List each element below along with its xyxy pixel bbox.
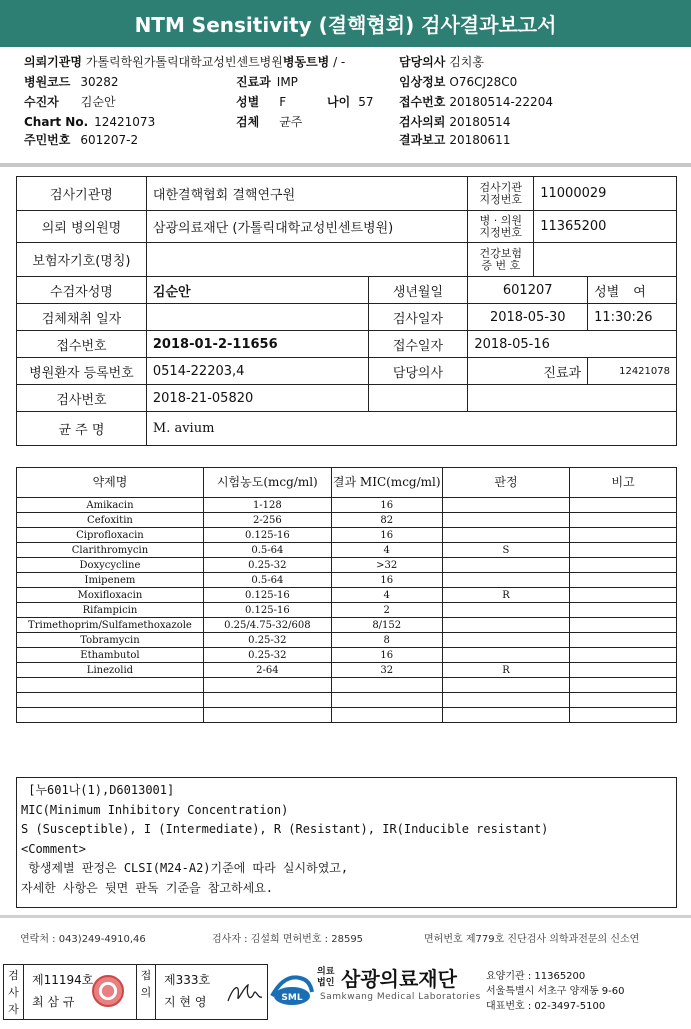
inst-label: 의뢰기관명 bbox=[24, 55, 82, 69]
comment-line: [누601나(1),D6013001] bbox=[21, 783, 175, 797]
comment-line: 자세한 사항은 뒷면 판독 기준을 참고하세요. bbox=[21, 880, 274, 895]
drug-cell bbox=[570, 513, 677, 528]
hosp-value: 삼광의료재단 (가톨릭대학교성빈센트병원) bbox=[146, 211, 467, 243]
drug-cell bbox=[203, 708, 331, 723]
clinical-label: 임상정보 bbox=[399, 75, 446, 89]
request-value: 20180514 bbox=[449, 115, 511, 129]
drug-row bbox=[17, 528, 677, 543]
drug-cell: 0.25-32 bbox=[203, 558, 331, 573]
doc-value-cell bbox=[468, 358, 588, 385]
drug-cell bbox=[442, 693, 570, 708]
drug-cell bbox=[570, 603, 677, 618]
drug-row bbox=[17, 513, 677, 528]
drug-row bbox=[17, 558, 677, 573]
drug-cell: 0.125-16 bbox=[203, 603, 331, 618]
contact-row bbox=[20, 930, 680, 945]
signature-icon bbox=[224, 977, 264, 1009]
drug-cell bbox=[17, 693, 204, 708]
hosp-label: 의뢰 병의원명 bbox=[17, 211, 147, 243]
gender-cell bbox=[588, 277, 677, 304]
test-no-value: 2018-21-05820 bbox=[146, 385, 368, 412]
hosp-code-value: 11365200 bbox=[534, 211, 677, 243]
drug-cell: 32 bbox=[331, 663, 442, 678]
drug-cell bbox=[570, 633, 677, 648]
drug-cell bbox=[442, 648, 570, 663]
code-row bbox=[24, 74, 119, 90]
drug-cell: Imipenem bbox=[17, 573, 204, 588]
gender-label: 성별 bbox=[594, 284, 620, 300]
patient-label: 수진자 bbox=[24, 95, 59, 109]
comment-line: <Comment> bbox=[21, 841, 87, 856]
doc-label: 담당의사 bbox=[368, 358, 468, 385]
test-no-label: 검사번호 bbox=[17, 385, 147, 412]
drug-cell: 4 bbox=[331, 543, 442, 558]
insurance-label: 건강보험 증 번 호 bbox=[468, 243, 534, 277]
sig1-no: 제11194호 bbox=[32, 973, 94, 987]
drug-row bbox=[17, 588, 677, 603]
report-label: 결과보고 bbox=[399, 133, 446, 147]
drug-cell: Ciprofloxacin bbox=[17, 528, 204, 543]
drug-cell bbox=[570, 588, 677, 603]
drug-table bbox=[16, 467, 677, 723]
sig1-name: 최 삼 규 bbox=[32, 995, 75, 1009]
drug-cell: Trimethoprim/Sulfamethoxazole bbox=[17, 618, 204, 633]
lab-label: 검사기관명 bbox=[17, 177, 147, 211]
drug-cell: 0.25-32 bbox=[203, 633, 331, 648]
drug-header-cell: 결과 MIC(mcg/ml) bbox=[331, 468, 442, 498]
dept-value: IMP bbox=[276, 75, 298, 89]
sex-value: F bbox=[279, 95, 287, 109]
receipt-no-value: 2018-01-2-11656 bbox=[146, 331, 368, 358]
ward-value: / - bbox=[333, 55, 346, 69]
strain-value: M. avium bbox=[146, 412, 676, 446]
patient-row bbox=[24, 94, 116, 110]
sig2-name: 지 현 영 bbox=[164, 995, 207, 1009]
drug-cell bbox=[570, 573, 677, 588]
drug-header-cell: 판정 bbox=[442, 468, 570, 498]
report-row bbox=[399, 132, 510, 148]
drug-cell: 8/152 bbox=[331, 618, 442, 633]
drug-cell bbox=[570, 528, 677, 543]
drug-cell: 16 bbox=[331, 573, 442, 588]
age-label: 나이 bbox=[327, 95, 351, 109]
dept-value: 12421078 bbox=[588, 358, 677, 385]
drug-cell bbox=[331, 708, 442, 723]
name-label: 수검자성명 bbox=[17, 277, 147, 304]
lab-code-value: 11000029 bbox=[534, 177, 677, 211]
gender-value: 여 bbox=[633, 284, 646, 300]
drug-header-cell: 비고 bbox=[570, 468, 677, 498]
drug-cell bbox=[570, 663, 677, 678]
receipt-row bbox=[399, 94, 553, 110]
license-text: 면허번호 제779호 진단검사 의학과전문의 신소연 bbox=[424, 934, 640, 945]
drug-cell bbox=[442, 633, 570, 648]
drug-cell bbox=[442, 528, 570, 543]
ward-label: 병동트병 bbox=[282, 55, 330, 69]
resident-row bbox=[24, 132, 138, 148]
chart-value: 12421073 bbox=[94, 115, 156, 129]
drug-row bbox=[17, 648, 677, 663]
clinical-value: O76CJ28C0 bbox=[449, 75, 518, 89]
comment-box bbox=[16, 777, 677, 908]
seal-stamp-icon bbox=[92, 975, 124, 1007]
receipt-no-label: 접수번호 bbox=[17, 331, 147, 358]
specimen-row bbox=[236, 114, 302, 130]
drug-header-cell: 약제명 bbox=[17, 468, 204, 498]
resident-value: 601207-2 bbox=[80, 133, 139, 147]
inst-row bbox=[24, 54, 345, 70]
drug-cell bbox=[203, 678, 331, 693]
chart-label: Chart No. bbox=[24, 115, 89, 129]
drug-header-cell: 시험농도(mcg/ml) bbox=[203, 468, 331, 498]
drug-row bbox=[17, 678, 677, 693]
patient-value: 김순안 bbox=[80, 95, 116, 109]
drug-cell bbox=[442, 513, 570, 528]
resident-label: 주민번호 bbox=[24, 133, 71, 147]
specimen-value: 균주 bbox=[279, 115, 303, 129]
comment-line: MIC(Minimum Inhibitory Concentration) bbox=[21, 802, 289, 817]
drug-cell bbox=[331, 678, 442, 693]
drug-cell bbox=[442, 603, 570, 618]
empty-cell bbox=[468, 385, 677, 412]
drug-cell: Linezolid bbox=[17, 663, 204, 678]
reg-label: 병원환자 등록번호 bbox=[17, 358, 147, 385]
tester-text: 검사자 : 김설희 면허번호 : 28595 bbox=[212, 934, 364, 945]
birth-value: 601207 bbox=[468, 277, 588, 304]
test-date-label: 검사일자 bbox=[368, 304, 468, 331]
drug-cell: 8 bbox=[331, 633, 442, 648]
drug-cell: 16 bbox=[331, 528, 442, 543]
specimen-label: 검체 bbox=[236, 115, 260, 129]
info-table bbox=[16, 176, 677, 446]
drug-cell bbox=[570, 648, 677, 663]
dept-label: 진료과 bbox=[543, 365, 582, 381]
collect-value bbox=[146, 304, 368, 331]
test-time-value: 11:30:26 bbox=[588, 304, 677, 331]
insurance-value bbox=[534, 243, 677, 277]
drug-cell bbox=[17, 678, 204, 693]
drug-cell: 82 bbox=[331, 513, 442, 528]
drug-row bbox=[17, 663, 677, 678]
drug-cell: 1-128 bbox=[203, 498, 331, 513]
dept-label: 진료과 bbox=[236, 75, 271, 89]
org-prefix: 의료 법인 bbox=[317, 967, 335, 988]
drug-cell: Clarithromycin bbox=[17, 543, 204, 558]
lab-code-label: 검사기관 지정번호 bbox=[468, 177, 534, 211]
org-addr: 서울특별시 서초구 양재동 9-60 bbox=[486, 986, 625, 997]
code-value: 30282 bbox=[80, 75, 119, 89]
drug-cell: Cefoxitin bbox=[17, 513, 204, 528]
drug-cell bbox=[331, 693, 442, 708]
reg-value: 0514-22203,4 bbox=[146, 358, 368, 385]
drug-cell: 0.125-16 bbox=[203, 588, 331, 603]
sex-row bbox=[236, 94, 286, 110]
drug-cell bbox=[442, 618, 570, 633]
drug-cell: Moxifloxacin bbox=[17, 588, 204, 603]
report-value: 20180611 bbox=[449, 133, 511, 147]
org-en: Samkwang Medical Laboratories bbox=[320, 992, 481, 1002]
hosp-code-label: 병 · 의원 지정번호 bbox=[468, 211, 534, 243]
drug-row bbox=[17, 543, 677, 558]
receipt-date-value: 2018-05-16 bbox=[468, 331, 677, 358]
drug-cell: Rifampicin bbox=[17, 603, 204, 618]
svg-text:SML: SML bbox=[281, 993, 303, 1003]
drug-cell bbox=[570, 678, 677, 693]
empty-cell bbox=[368, 385, 468, 412]
drug-cell: >32 bbox=[331, 558, 442, 573]
doctor-row bbox=[399, 54, 484, 70]
drug-cell bbox=[442, 708, 570, 723]
insurer-value bbox=[146, 243, 467, 277]
age-row bbox=[327, 94, 373, 110]
drug-row bbox=[17, 708, 677, 723]
drug-row bbox=[17, 603, 677, 618]
drug-header-row bbox=[17, 468, 677, 498]
drug-row bbox=[17, 618, 677, 633]
org-code: 요양기관 : 11365200 bbox=[486, 971, 586, 982]
name-value: 김순안 bbox=[146, 277, 368, 304]
header-divider bbox=[0, 163, 691, 167]
strain-label: 균 주 명 bbox=[17, 412, 147, 446]
drug-cell: Tobramycin bbox=[17, 633, 204, 648]
drug-cell: 0.125-16 bbox=[203, 528, 331, 543]
drug-cell: Amikacin bbox=[17, 498, 204, 513]
drug-cell bbox=[17, 708, 204, 723]
signature-box bbox=[3, 964, 268, 1020]
sig2-label: 접의 bbox=[136, 965, 156, 1019]
age-value: 57 bbox=[358, 95, 374, 109]
request-label: 검사의뢰 bbox=[399, 115, 446, 129]
drug-row bbox=[17, 633, 677, 648]
drug-cell bbox=[442, 678, 570, 693]
drug-cell: 4 bbox=[331, 588, 442, 603]
drug-cell: R bbox=[442, 588, 570, 603]
drug-cell: 0.25-32 bbox=[203, 648, 331, 663]
org-tel: 대표번호 : 02-3497-5100 bbox=[486, 1001, 606, 1012]
report-title: NTM Sensitivity (결핵협회) 검사결과보고서 bbox=[0, 0, 691, 47]
comment-line: S (Susceptible), I (Intermediate), R (Resistant), IR(Inducible resistant) bbox=[21, 822, 549, 836]
drug-row bbox=[17, 693, 677, 708]
drug-cell bbox=[442, 573, 570, 588]
comment-line: 항생제별 판정은 CLSI(M24-A2)기준에 따라 실시하였고, bbox=[21, 861, 349, 875]
drug-row bbox=[17, 573, 677, 588]
drug-cell bbox=[570, 498, 677, 513]
doctor-label: 담당의사 bbox=[399, 55, 446, 69]
receipt-date-label: 접수일자 bbox=[368, 331, 468, 358]
drug-cell: 16 bbox=[331, 498, 442, 513]
org-logo-block bbox=[270, 962, 690, 1022]
request-row bbox=[399, 114, 510, 130]
drug-cell: 2-256 bbox=[203, 513, 331, 528]
sex-label: 성별 bbox=[236, 95, 260, 109]
doctor-value: 김치홍 bbox=[449, 55, 484, 69]
contact-text: 연락처 : 043)249-4910,46 bbox=[20, 934, 146, 945]
sig2-no: 제333호 bbox=[164, 973, 211, 987]
drug-cell: 0.5-64 bbox=[203, 543, 331, 558]
drug-cell bbox=[442, 498, 570, 513]
drug-cell bbox=[203, 693, 331, 708]
clinical-row bbox=[399, 74, 517, 90]
chart-row bbox=[24, 114, 155, 130]
drug-cell bbox=[570, 618, 677, 633]
drug-cell: Doxycycline bbox=[17, 558, 204, 573]
receipt-value: 20180514-22204 bbox=[449, 95, 553, 109]
receipt-label: 접수번호 bbox=[399, 95, 446, 109]
birth-label: 생년월일 bbox=[368, 277, 468, 304]
drug-cell bbox=[570, 708, 677, 723]
drug-cell: 0.25/4.75-32/608 bbox=[203, 618, 331, 633]
drug-cell: 2 bbox=[331, 603, 442, 618]
drug-cell bbox=[570, 693, 677, 708]
drug-cell: R bbox=[442, 663, 570, 678]
insurer-label: 보험자기호(명칭) bbox=[17, 243, 147, 277]
drug-cell: 2-64 bbox=[203, 663, 331, 678]
code-label: 병원코드 bbox=[24, 75, 71, 89]
dept-row bbox=[236, 74, 298, 90]
sml-logo-icon bbox=[270, 968, 314, 1008]
drug-cell bbox=[570, 558, 677, 573]
collect-label: 검체채취 일자 bbox=[17, 304, 147, 331]
drug-row bbox=[17, 498, 677, 513]
footer-divider bbox=[0, 915, 691, 918]
drug-cell bbox=[442, 558, 570, 573]
drug-cell: 0.5-64 bbox=[203, 573, 331, 588]
drug-cell: Ethambutol bbox=[17, 648, 204, 663]
org-name: 삼광의료재단 bbox=[341, 967, 457, 991]
test-date-value: 2018-05-30 bbox=[468, 304, 588, 331]
inst-value: 가톨릭학원가톨릭대학교성빈센트병원 bbox=[85, 55, 283, 69]
sig1-label: 검사자 bbox=[4, 965, 24, 1019]
drug-cell: S bbox=[442, 543, 570, 558]
lab-value: 대한결핵협회 결핵연구원 bbox=[146, 177, 467, 211]
drug-cell bbox=[570, 543, 677, 558]
drug-cell: 16 bbox=[331, 648, 442, 663]
